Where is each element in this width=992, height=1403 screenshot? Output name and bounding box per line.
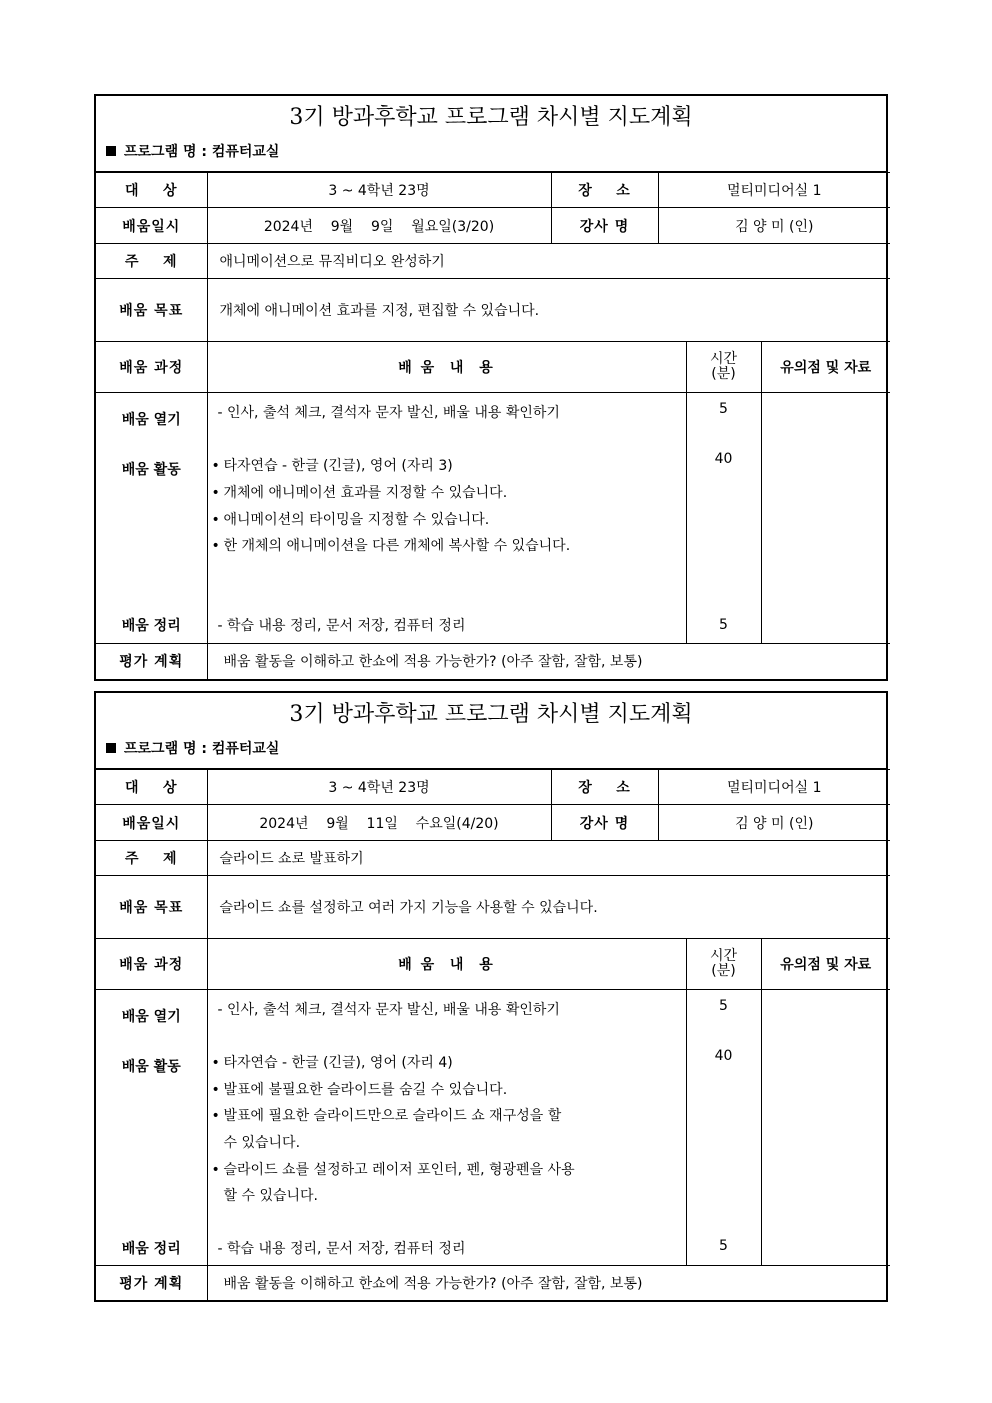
topic-value: 애니메이션으로 뮤직비디오 완성하기 xyxy=(207,244,890,279)
teacher-label: 강사 명 xyxy=(551,208,658,244)
bullet-icon: • xyxy=(211,1108,220,1124)
teacher-value: 김 양 미 (인) xyxy=(658,805,890,841)
content-column xyxy=(207,990,686,1266)
activity-text: 수 있습니다. xyxy=(223,1135,301,1151)
content-header: 배 움 내 용 xyxy=(207,342,686,393)
notes-column xyxy=(761,393,890,644)
time-header-line2: (분) xyxy=(711,366,736,382)
place-label: 장 소 xyxy=(551,770,658,805)
square-bullet-icon xyxy=(106,743,116,753)
time-close: 5 xyxy=(719,617,728,633)
phase-close: 배움 정리 xyxy=(121,1241,181,1257)
date-value: 2024년 9월 11일 수요일(4/20) xyxy=(207,805,551,841)
date-label: 배움일시 xyxy=(96,208,207,244)
phase-column xyxy=(96,393,207,644)
activity-item-continued xyxy=(224,1187,680,1205)
close-text: - 학습 내용 정리, 문서 저장, 컴퓨터 정리 xyxy=(217,1241,466,1257)
date-label: 배움일시 xyxy=(96,805,207,841)
place-label: 장 소 xyxy=(551,173,658,208)
phase-open: 배움 열기 xyxy=(121,1009,181,1025)
phase-activity: 배움 활동 xyxy=(121,1059,181,1075)
target-value: 3 ~ 4학년 23명 xyxy=(207,173,551,208)
topic-label: 주 제 xyxy=(96,841,207,876)
bullet-icon: • xyxy=(211,1082,220,1098)
goal-value: 슬라이드 쇼를 설정하고 여러 가지 기능을 사용할 수 있습니다. xyxy=(207,876,890,939)
activity-text: 타자연습 - 한글 (긴글), 영어 (자리 3) xyxy=(223,458,453,474)
time-header xyxy=(686,939,761,990)
time-header-line1: 시간 xyxy=(709,351,738,367)
notes-header: 유의점 및 자료 xyxy=(761,342,890,393)
goal-value: 개체에 애니메이션 효과를 지정, 편집할 수 있습니다. xyxy=(207,279,890,342)
activity-item xyxy=(212,1081,680,1099)
target-label: 대 상 xyxy=(96,770,207,805)
activity-item xyxy=(212,1161,680,1179)
time-activity: 40 xyxy=(714,451,733,467)
topic-value: 슬라이드 쇼로 발표하기 xyxy=(207,841,890,876)
eval-value: 배움 활동을 이해하고 한쇼에 적용 가능한가? (아주 잘함, 잘함, 보통) xyxy=(207,1266,890,1300)
goal-label: 배움 목표 xyxy=(96,876,207,939)
goal-label: 배움 목표 xyxy=(96,279,207,342)
process-label: 배움 과정 xyxy=(96,342,207,393)
time-column xyxy=(686,990,761,1266)
time-open: 5 xyxy=(719,401,728,417)
teacher-value: 김 양 미 (인) xyxy=(658,208,890,244)
eval-label: 평가 계획 xyxy=(96,644,207,679)
phase-close: 배움 정리 xyxy=(121,618,181,634)
process-label: 배움 과정 xyxy=(96,939,207,990)
content-column xyxy=(207,393,686,644)
notes-column xyxy=(761,990,890,1266)
place-value: 멀티미디어실 1 xyxy=(658,770,890,805)
bullet-icon: • xyxy=(211,458,220,474)
plan-title: 3기 방과후학교 프로그램 차시별 지도계획 xyxy=(289,702,693,727)
content-header: 배 움 내 용 xyxy=(207,939,686,990)
target-value: 3 ~ 4학년 23명 xyxy=(207,770,551,805)
activity-item xyxy=(212,511,680,529)
notes-header: 유의점 및 자료 xyxy=(761,939,890,990)
program-name: 프로그램 명 : 컴퓨터교실 xyxy=(124,144,280,160)
eval-value: 배움 활동을 이해하고 한쇼에 적용 가능한가? (아주 잘함, 잘함, 보통) xyxy=(207,644,890,679)
activity-text: 애니메이션의 타이밍을 지정할 수 있습니다. xyxy=(223,512,490,528)
bullet-icon: • xyxy=(211,1055,220,1071)
program-name: 프로그램 명 : 컴퓨터교실 xyxy=(124,741,280,757)
phase-open: 배움 열기 xyxy=(121,412,181,428)
square-bullet-icon xyxy=(106,146,116,156)
activity-item xyxy=(212,457,680,475)
time-open: 5 xyxy=(719,998,728,1014)
activity-text: 타자연습 - 한글 (긴글), 영어 (자리 4) xyxy=(223,1055,453,1071)
bullet-icon: • xyxy=(211,538,220,554)
plan-table xyxy=(96,769,890,1300)
date-value: 2024년 9월 9일 월요일(3/20) xyxy=(207,208,551,244)
time-column xyxy=(686,393,761,644)
bullet-icon: • xyxy=(211,512,220,528)
phase-activity: 배움 활동 xyxy=(121,462,181,478)
activity-text: 발표에 불필요한 슬라이드를 숨길 수 있습니다. xyxy=(223,1082,508,1098)
activity-item-continued xyxy=(224,1134,680,1152)
activity-item xyxy=(212,1107,680,1125)
place-value: 멀티미디어실 1 xyxy=(658,173,890,208)
time-header-line2: (분) xyxy=(711,963,736,979)
bullet-icon: • xyxy=(211,485,220,501)
program-name-line xyxy=(96,734,886,769)
plan-table xyxy=(96,172,890,679)
lesson-plan-1 xyxy=(94,94,888,681)
time-close: 5 xyxy=(719,1238,728,1254)
program-name-line xyxy=(96,137,886,172)
eval-label: 평가 계획 xyxy=(96,1266,207,1300)
activity-text: 개체에 애니메이션 효과를 지정할 수 있습니다. xyxy=(223,485,508,501)
activity-item xyxy=(212,537,680,555)
close-text: - 학습 내용 정리, 문서 저장, 컴퓨터 정리 xyxy=(217,618,466,634)
activity-text: 한 개체의 애니메이션을 다른 개체에 복사할 수 있습니다. xyxy=(223,538,571,554)
bullet-icon: • xyxy=(211,1162,220,1178)
time-header-line1: 시간 xyxy=(709,948,738,964)
activity-text: 슬라이드 쇼를 설정하고 레이저 포인터, 펜, 형광펜을 사용 xyxy=(223,1162,575,1178)
phase-column xyxy=(96,990,207,1266)
activity-text: 발표에 필요한 슬라이드만으로 슬라이드 쇼 재구성을 할 xyxy=(223,1108,562,1124)
activity-item xyxy=(212,1054,680,1072)
open-text: - 인사, 출석 체크, 결석자 문자 발신, 배울 내용 확인하기 xyxy=(217,1002,560,1018)
teacher-label: 강사 명 xyxy=(551,805,658,841)
activity-text: 할 수 있습니다. xyxy=(223,1188,318,1204)
activity-item xyxy=(212,484,680,502)
time-activity: 40 xyxy=(714,1048,733,1064)
open-text: - 인사, 출석 체크, 결석자 문자 발신, 배울 내용 확인하기 xyxy=(217,405,560,421)
plan-title: 3기 방과후학교 프로그램 차시별 지도계획 xyxy=(289,105,693,130)
time-header xyxy=(686,342,761,393)
target-label: 대 상 xyxy=(96,173,207,208)
lesson-plan-2 xyxy=(94,691,888,1302)
topic-label: 주 제 xyxy=(96,244,207,279)
